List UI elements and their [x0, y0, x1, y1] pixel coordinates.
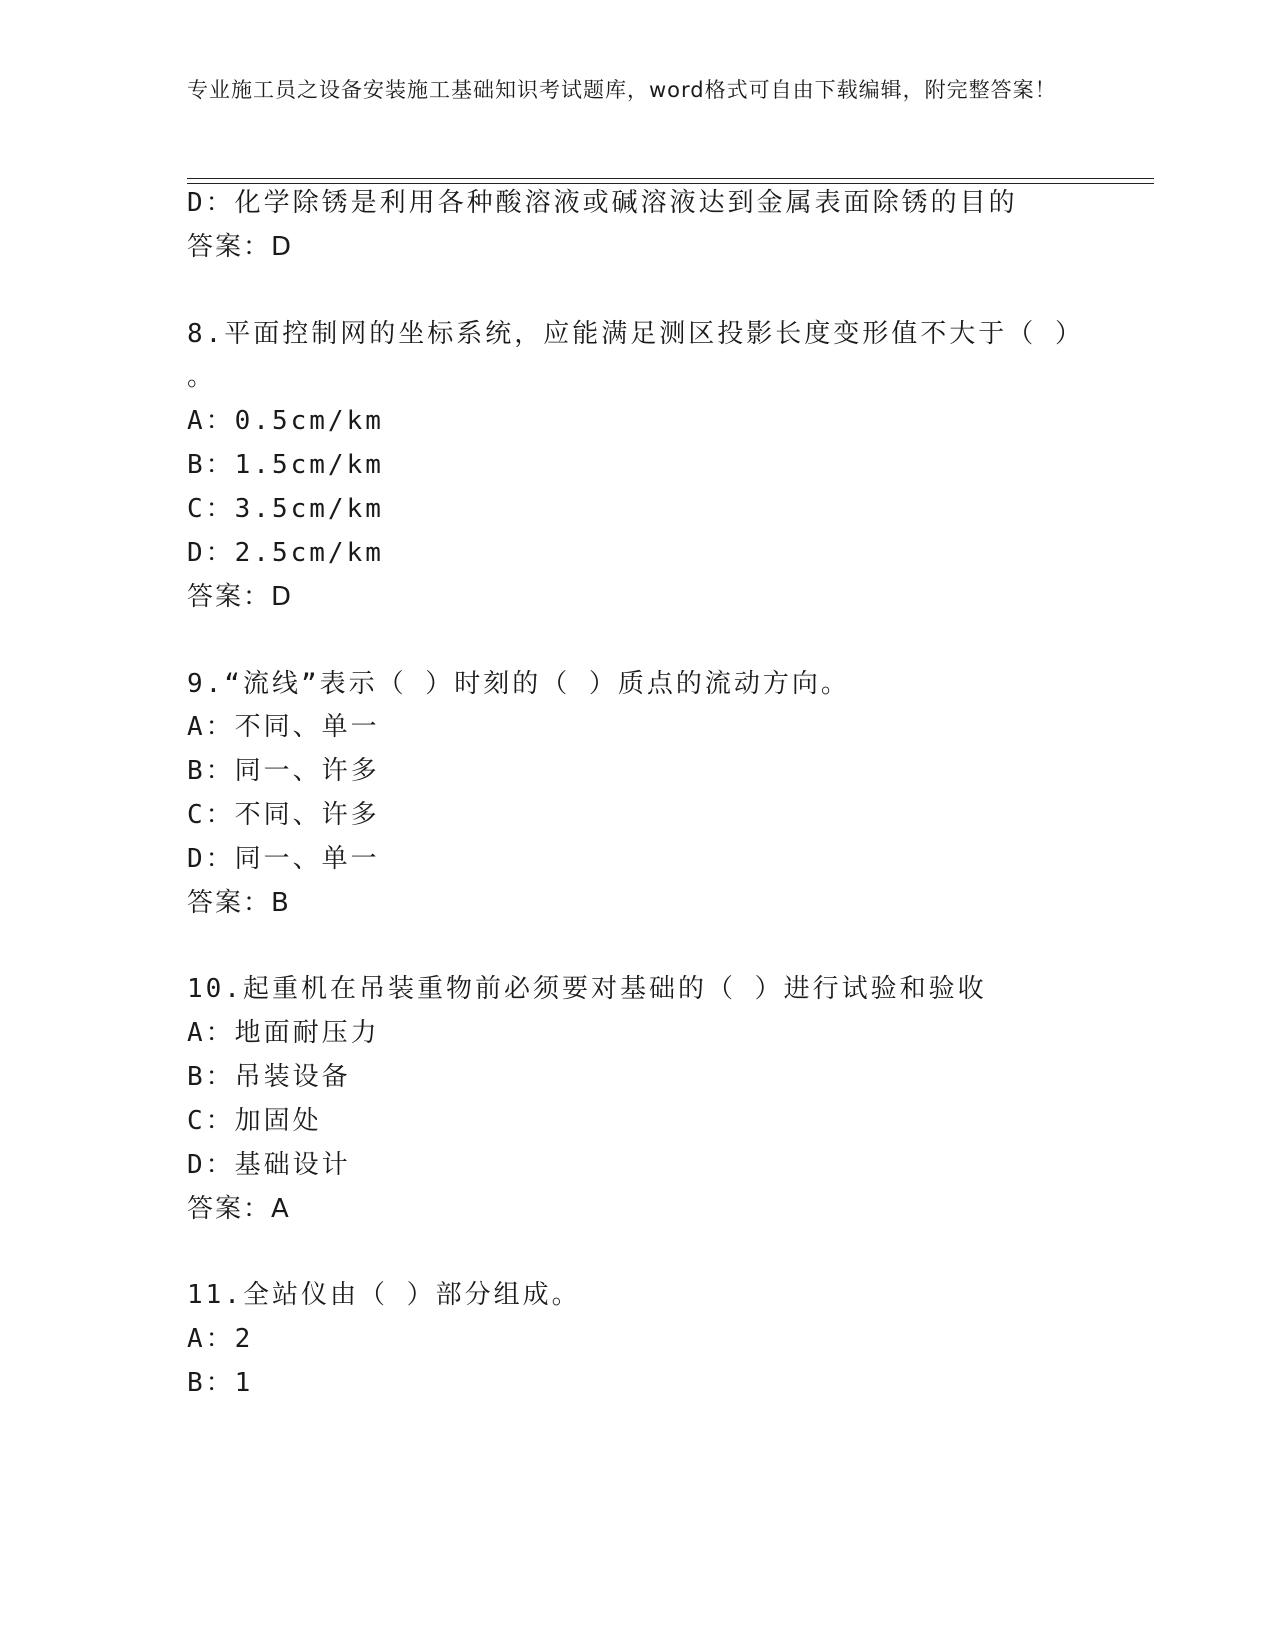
q10-option-b: B：吊装设备 — [187, 1062, 351, 1092]
q11-stem: 11.全站仪由（ ）部分组成。 — [187, 1280, 581, 1310]
header-divider-secondary — [187, 183, 1154, 184]
q10-answer: 答案：A — [187, 1194, 291, 1224]
q7-option-d: D：化学除锈是利用各种酸溶液或碱溶液达到金属表面除锈的目的 — [187, 188, 1018, 218]
q8-stem-continuation: 。 — [187, 362, 217, 392]
q8-stem: 8.平面控制网的坐标系统，应能满足测区投影长度变形值不大于（ ） — [187, 319, 1084, 349]
q8-option-d: D：2.5cm/km — [187, 538, 384, 568]
q9-option-d: D：同一、单一 — [187, 844, 380, 874]
q8-option-b: B：1.5cm/km — [187, 450, 384, 480]
q10-option-d: D：基础设计 — [187, 1150, 351, 1180]
q8-answer: 答案：D — [187, 582, 294, 612]
q10-stem: 10.起重机在吊装重物前必须要对基础的（ ）进行试验和验收 — [187, 974, 987, 1004]
q9-stem: 9.“流线”表示（ ）时刻的（ ）质点的流动方向。 — [187, 669, 850, 699]
q10-option-a: A：地面耐压力 — [187, 1018, 380, 1048]
q9-option-c: C：不同、许多 — [187, 800, 380, 830]
header-divider — [187, 178, 1154, 179]
q9-option-a: A：不同、单一 — [187, 712, 380, 742]
q8-option-a: A：0.5cm/km — [187, 406, 384, 436]
page-header: 专业施工员之设备安装施工基础知识考试题库，word格式可自由下载编辑，附完整答案！ — [187, 78, 1057, 102]
q7-answer: 答案：D — [187, 232, 294, 262]
q11-option-b: B：1 — [187, 1368, 254, 1398]
q9-answer: 答案：B — [187, 888, 291, 918]
q10-option-c: C：加固处 — [187, 1106, 322, 1136]
q9-option-b: B：同一、许多 — [187, 756, 380, 786]
q8-option-c: C：3.5cm/km — [187, 494, 384, 524]
q11-option-a: A：2 — [187, 1324, 254, 1354]
